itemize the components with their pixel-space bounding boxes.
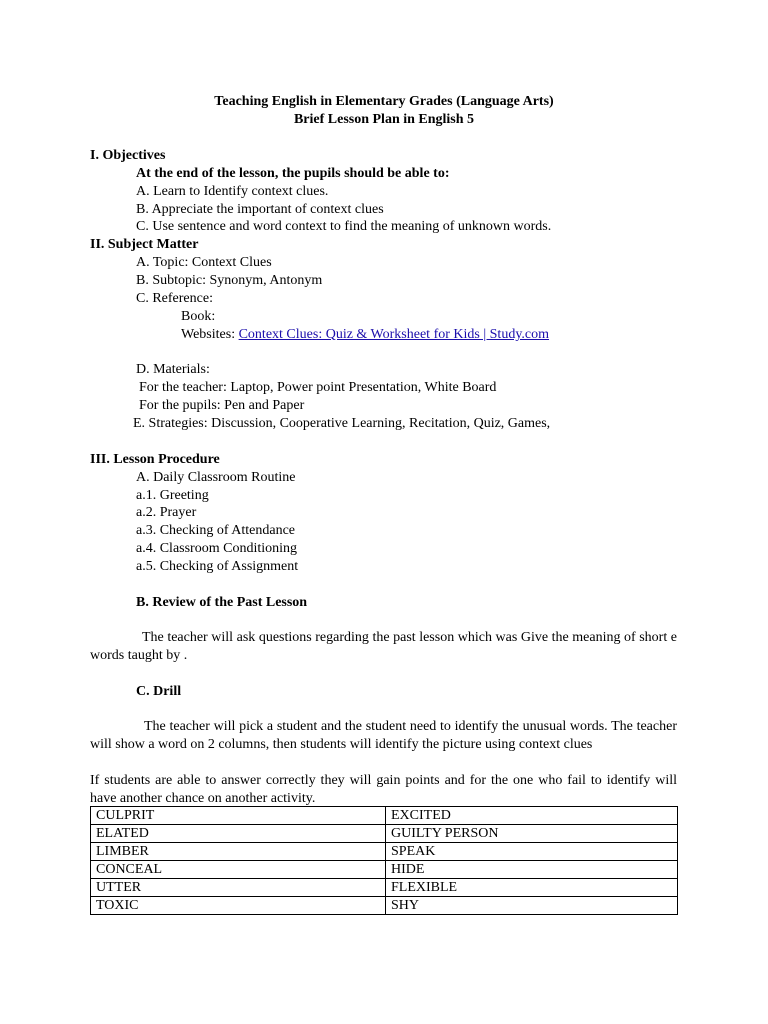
reference-line: C. Reference: xyxy=(136,291,213,306)
websites-line xyxy=(181,326,549,344)
routine-step: a.3. Checking of Attendance xyxy=(136,523,296,538)
drill-paragraph: The teacher will pick a student and the student need to identify the unusual words. The teacher will show a word on 2 columns, then students will identify the picture using context clues xyxy=(90,719,677,752)
review-heading: B. Review of the Past Lesson xyxy=(136,595,308,610)
table-row xyxy=(91,861,678,879)
objectives-heading: I. Objectives xyxy=(90,148,166,163)
materials-line: D. Materials: xyxy=(136,362,210,377)
objective-item: A. Learn to Identify context clues. xyxy=(136,184,329,199)
objective-item: C. Use sentence and word context to find the meaning of unknown words. xyxy=(136,219,552,234)
routine-step: a.1. Greeting xyxy=(136,488,209,503)
document-subtitle: Brief Lesson Plan in English 5 xyxy=(293,112,475,127)
table-cell-meaning: HIDE xyxy=(386,861,678,879)
strategies-line: E. Strategies: Discussion, Cooperative Learning, Recitation, Quiz, Games, xyxy=(133,416,551,431)
objective-item: B. Appreciate the important of context clues xyxy=(136,202,384,217)
objectives-intro: At the end of the lesson, the pupils should be able to: xyxy=(136,166,450,181)
table-cell-meaning: EXCITED xyxy=(386,807,678,825)
book-line: Book: xyxy=(181,309,216,324)
subject-matter-heading: II. Subject Matter xyxy=(90,237,199,252)
routine-step: a.5. Checking of Assignment xyxy=(136,559,299,574)
table-cell-meaning: FLEXIBLE xyxy=(386,879,678,897)
lesson-procedure-heading: III. Lesson Procedure xyxy=(90,452,220,467)
table-cell-word: CONCEAL xyxy=(91,861,386,879)
for-teacher-line: For the teacher: Laptop, Power point Presentation, White Board xyxy=(139,380,497,395)
table-cell-meaning: SHY xyxy=(386,897,678,915)
routine-line: A. Daily Classroom Routine xyxy=(136,470,296,485)
topic-line: A. Topic: Context Clues xyxy=(136,255,272,270)
table-row xyxy=(91,879,678,897)
table-cell-word: LIMBER xyxy=(91,843,386,861)
table-row xyxy=(91,897,678,915)
vocabulary-table xyxy=(90,806,678,915)
table-cell-meaning: SPEAK xyxy=(386,843,678,861)
table-cell-meaning: GUILTY PERSON xyxy=(386,825,678,843)
subtopic-line: B. Subtopic: Synonym, Antonym xyxy=(136,273,323,288)
routine-step: a.2. Prayer xyxy=(136,505,197,520)
for-pupils-line: For the pupils: Pen and Paper xyxy=(139,398,305,413)
document-title: Teaching English in Elementary Grades (Language Arts) xyxy=(214,94,554,109)
table-row xyxy=(91,807,678,825)
table-row xyxy=(91,843,678,861)
drill-paragraph-2: If students are able to answer correctly they will gain points and for the one who fail to identify will have another chance on another activity. xyxy=(90,773,677,806)
routine-step: a.4. Classroom Conditioning xyxy=(136,541,297,556)
table-row xyxy=(91,825,678,843)
table-cell-word: CULPRIT xyxy=(91,807,386,825)
websites-label: Websites: xyxy=(181,327,236,342)
table-cell-word: TOXIC xyxy=(91,897,386,915)
review-paragraph: The teacher will ask questions regarding the past lesson which was Give the meaning of short e words taught by . xyxy=(90,630,677,663)
table-cell-word: UTTER xyxy=(91,879,386,897)
study-com-link[interactable]: Context Clues: Quiz & Worksheet for Kids | Study.com xyxy=(238,327,550,342)
drill-heading: C. Drill xyxy=(136,684,182,699)
table-cell-word: ELATED xyxy=(91,825,386,843)
